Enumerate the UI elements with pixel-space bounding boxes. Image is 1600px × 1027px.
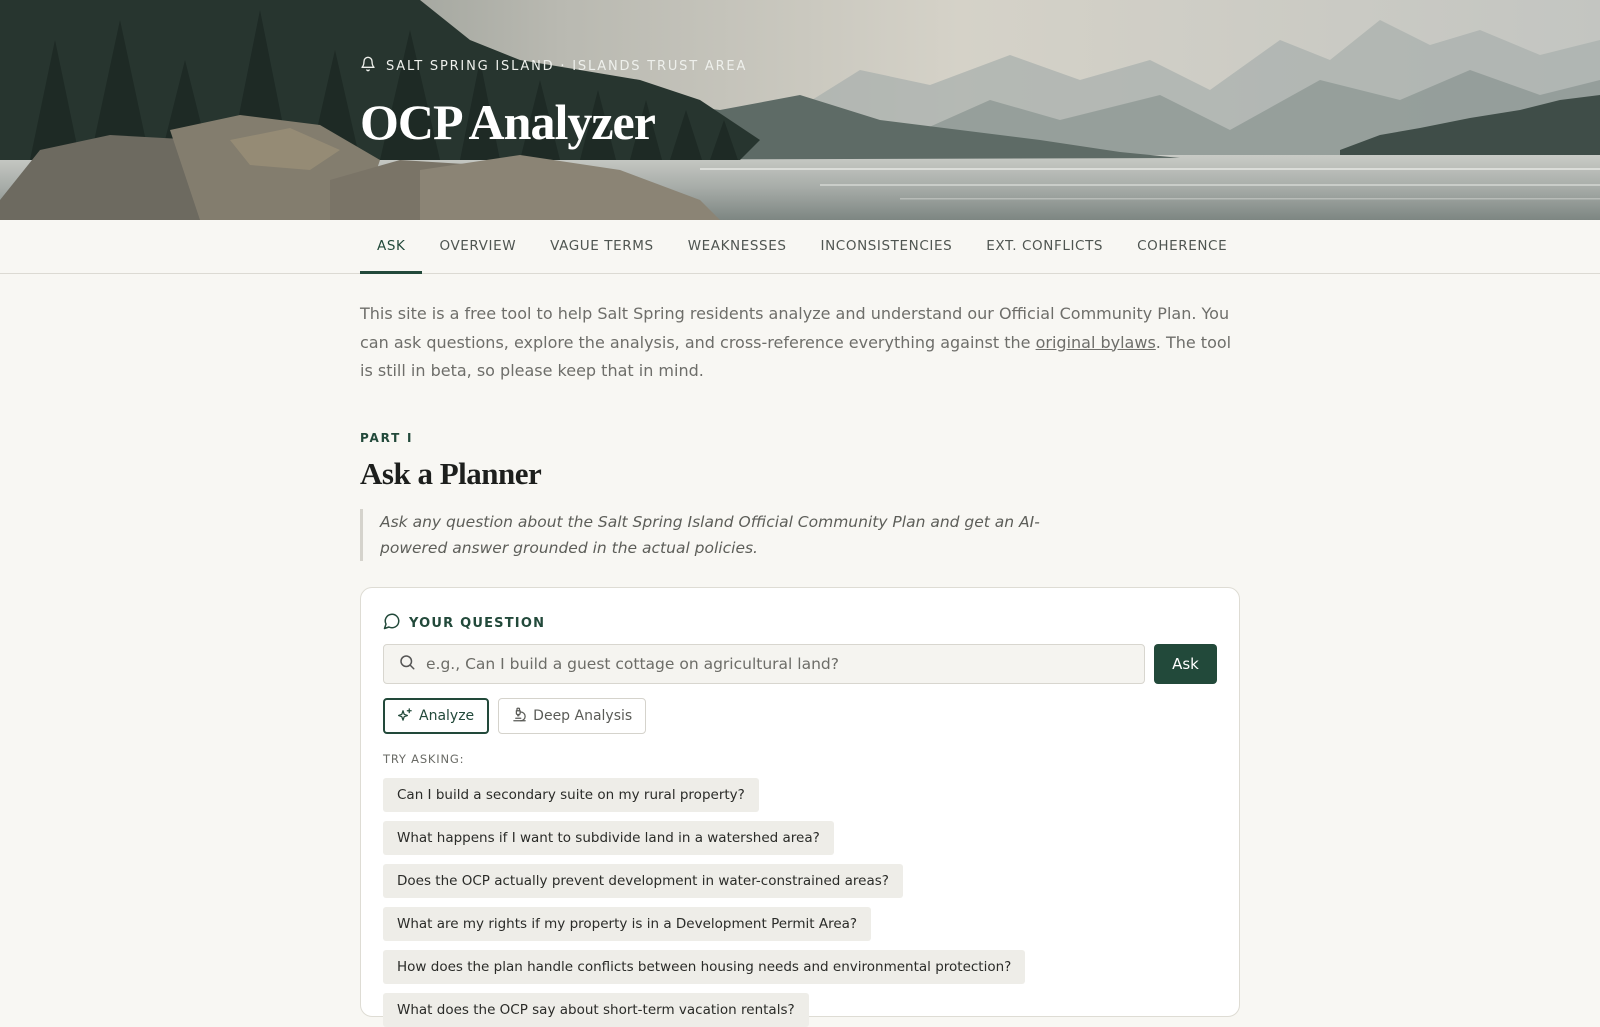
suggestion-chip[interactable]: What happens if I want to subdivide land in a watershed area? <box>383 821 834 855</box>
intro-text-before: This site is a free tool to help Salt Spring residents analyze and understand our Official Community Plan. You can ask questions, explore the analysis, and cross-reference everything against the <box>360 304 1230 352</box>
sparkles-icon <box>398 707 413 726</box>
try-asking-label: TRY ASKING: <box>383 752 465 766</box>
search-icon <box>398 653 416 675</box>
suggestion-chip[interactable]: What are my rights if my property is in a Development Permit Area? <box>383 907 871 941</box>
hero-kicker <box>360 56 747 76</box>
deep-analysis-mode-label: Deep Analysis <box>533 708 633 724</box>
question-input[interactable] <box>426 655 1126 673</box>
section-title: Ask a Planner <box>360 456 542 491</box>
analyze-mode-button[interactable] <box>383 698 489 734</box>
suggestion-chip[interactable]: Does the OCP actually prevent development in water-constrained areas? <box>383 864 903 898</box>
hero-kicker-text: SALT SPRING ISLAND · ISLANDS TRUST AREA <box>386 58 748 74</box>
intro-text <box>360 300 1240 386</box>
landscape-illustration <box>0 0 1600 220</box>
mode-selector <box>383 698 646 734</box>
tab-overview[interactable]: OVERVIEW <box>439 237 517 254</box>
card-heading <box>383 612 545 634</box>
card-heading-text: YOUR QUESTION <box>409 615 546 631</box>
deep-analysis-mode-button[interactable] <box>498 698 646 734</box>
bell-icon <box>360 56 376 76</box>
part-label: PART I <box>360 431 414 445</box>
suggestion-chip[interactable]: What does the OCP say about short-term vacation rentals? <box>383 993 809 1027</box>
question-input-wrapper <box>383 644 1145 684</box>
ask-button[interactable]: Ask <box>1154 644 1217 684</box>
tab-coherence[interactable]: COHERENCE <box>1137 237 1228 254</box>
suggestion-chip[interactable]: How does the plan handle conflicts between housing needs and environmental protection? <box>383 950 1025 984</box>
chat-bubble-icon <box>383 612 401 634</box>
analyze-mode-label: Analyze <box>419 708 475 724</box>
tab-vague-terms[interactable]: VAGUE TERMS <box>550 237 654 254</box>
page-title: OCP Analyzer <box>360 94 655 150</box>
hero-banner <box>0 0 1600 220</box>
tab-inconsistencies[interactable]: INCONSISTENCIES <box>820 237 953 254</box>
original-bylaws-link[interactable]: original bylaws <box>1035 332 1156 352</box>
section-description: Ask any question about the Salt Spring Island Official Community Plan and get an AI-powered answer grounded in the actual policies. <box>360 509 1080 561</box>
suggestion-list <box>383 778 1223 1027</box>
tab-ask[interactable]: ASK <box>360 220 422 274</box>
main-tabs <box>0 220 1600 274</box>
intro-text-after: . The tool is still in beta, so please keep that in mind. <box>360 332 1232 380</box>
question-card <box>360 587 1240 1017</box>
microscope-icon <box>512 707 527 726</box>
tab-weaknesses[interactable]: WEAKNESSES <box>687 237 787 254</box>
suggestion-chip[interactable]: Can I build a secondary suite on my rural property? <box>383 778 759 812</box>
tab-ext-conflicts[interactable]: EXT. CONFLICTS <box>986 237 1104 254</box>
